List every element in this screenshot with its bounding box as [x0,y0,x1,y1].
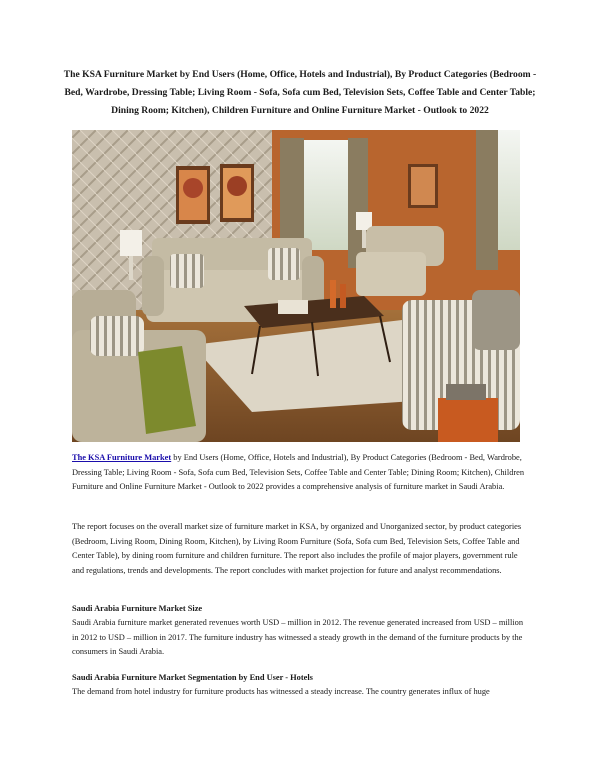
living-room-photo [72,130,520,442]
report-focus-paragraph: The report focuses on the overall market size of furniture market in KSA, by organized and Unorganized sector, by product categories (Bedroom, Living Room, Dining Room, Kitchen), by Living Room Furniture (Sofa, Sofa cum Bed, Television Sets, Coffee Table and Center Table), by dining room furniture and children furniture. The report also includes the profile of major players, government rule and regulations, trends and developments. The report concludes with market projection for future and analyst recommendations. [72,522,522,575]
intro-text: by End Users (Home, Office, Hotels and Industrial), By Product Categories (Bedroom - Bed, Wardrobe, Dressing Table; Living Room - Sofa, Sofa cum Bed, Television Sets, Coffee Table and Center Table; Dining Room; Kitchen), Children Furniture and Online Furniture Market - Outlook to 2022 provides a comprehensive analysis of furniture market in Saudi Arabia. [72,453,525,492]
intro-paragraph [72,451,528,495]
market-size-heading: Saudi Arabia Furniture Market Size [72,604,203,613]
market-report-link[interactable]: The KSA Furniture Market [72,453,172,462]
segmentation-paragraph: The demand from hotel industry for furniture products has witnessed a steady increase. The country generates influx of huge [72,687,490,696]
document-title: The KSA Furniture Market by End Users (Home, Office, Hotels and Industrial), By Product Categories (Bedroom - Bed, Wardrobe, Dressing Table; Living Room - Sofa, Sofa cum Bed, Television Sets, Coffee Table and Center Table; Dining Room; Kitchen), Children Furniture and Online Furniture Market - Outlook to 2022 [63,69,537,116]
segmentation-heading: Saudi Arabia Furniture Market Segmentation by End User - Hotels [72,673,313,682]
market-size-paragraph: Saudi Arabia furniture market generated revenues worth USD – million in 2012. The revenue generated increased from USD – million in 2012 to USD – million in 2017. The furniture industry has witnessed a steady growth in the demand of the furniture products by the consumers in Saudi Arabia. [72,618,524,657]
